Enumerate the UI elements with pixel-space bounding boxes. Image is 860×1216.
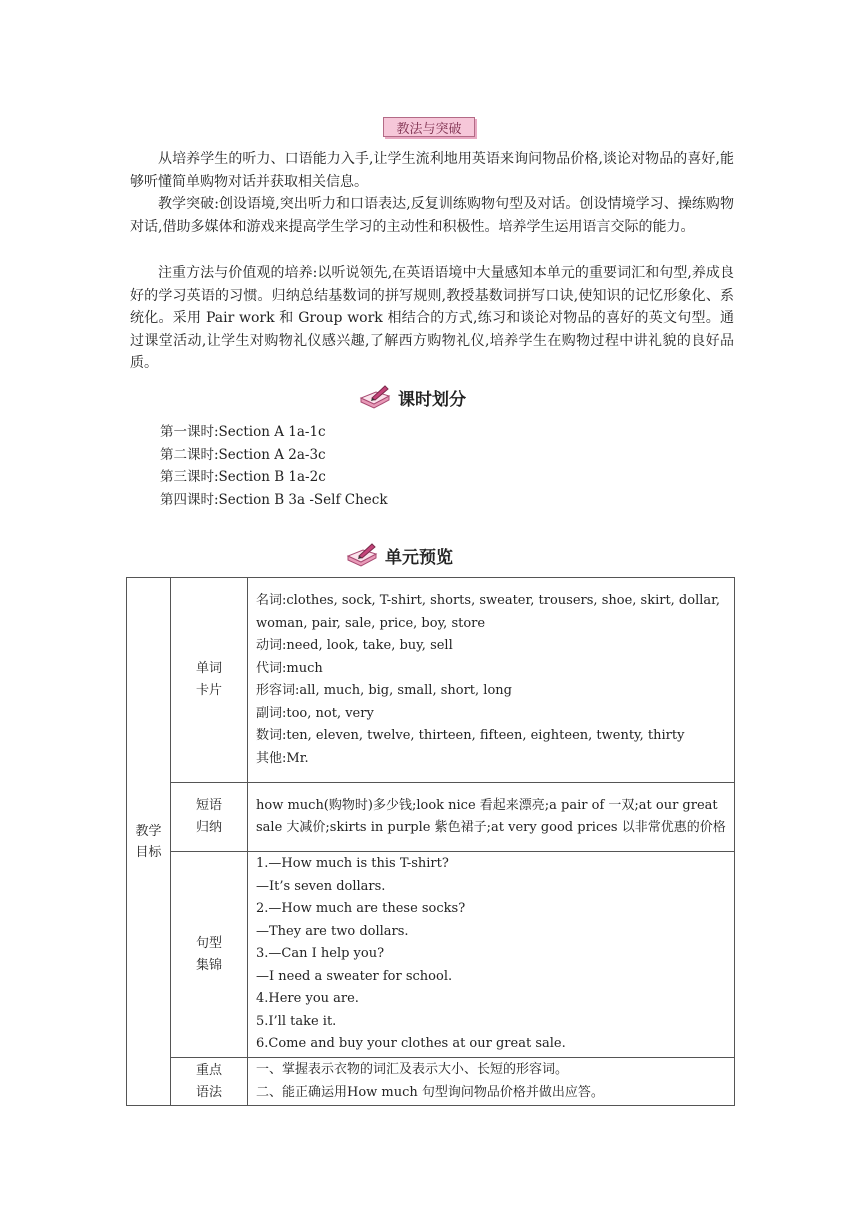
phrases-label-line1: 短语 [195,798,222,813]
teaching-goals-label-line1: 教学 [135,823,162,839]
paragraph-methods: 注重方法与价值观的培养:以听说领先,在英语语境中大量感知本单元的重要词汇和句型,养成良好的学习英语的习惯。归纳总结基数词的拼写规则,教授基数词拼写口诀,使知识的记忆形象化、系统化。采用 Pair work 和 Group work 相结合的方式,练习和谈论对物品的喜好的英文句型。通过课堂活动,让学生对购物礼仪感兴趣,了解西方购物礼仪,培养学生在购物过程中讲礼貌的良好品质。 [130,265,734,372]
vocab-line: 副词:too, not, very [256,705,374,721]
unit-preview-table [126,577,735,1106]
vocab-label [171,578,248,783]
lesson-2: 第二课时:Section A 2a-3c [160,447,326,463]
teaching-goals-label-line2: 目标 [135,844,162,860]
sentence-line: 4.Here you are. [256,991,359,1007]
sentences-label [171,852,248,1058]
vocab-line: 数词:ten, eleven, twelve, thirteen, fifteen, eighteen, twenty, thirty [256,728,685,743]
phrases-label [171,783,248,852]
vocab-line: 代词:much [256,660,323,676]
grammar-label [171,1058,248,1106]
table-row [127,1058,735,1106]
vocab-line: 其他:Mr. [256,750,309,766]
lesson-3: 第三课时:Section B 1a-2c [160,469,326,485]
table-row [127,578,735,783]
lesson-4: 第四课时:Section B 3a -Self Check [160,492,388,508]
vocab-content [248,578,735,783]
sentence-line: —They are two dollars. [256,923,409,939]
grammar-content [248,1058,735,1106]
sentence-line: 2.—How much are these socks? [256,901,466,917]
lessons-heading [358,384,466,410]
preview-heading [345,542,453,568]
vocab-line: 形容词:all, much, big, small, short, long [256,683,512,698]
vocab-line: 动词:need, look, take, buy, sell [256,638,453,653]
sentence-line: 6.Come and buy your clothes at our great sale. [256,1036,566,1052]
lesson-1: 第一课时:Section A 1a-1c [160,424,326,440]
sentences-label-line1: 句型 [195,935,222,951]
sentence-line: —I need a sweater for school. [256,968,453,984]
lessons-heading-text: 课时划分 [398,389,466,410]
grammar-line: 一、掌握表示衣物的词汇及表示大小、长短的形容词。 [256,1062,569,1077]
grammar-label-line2: 语法 [195,1084,222,1100]
paragraph-intro: 从培养学生的听力、口语能力入手,让学生流利地用英语来询问物品价格,谈论对物品的喜好,能够听懂简单购物对话并获取相关信息。 [130,151,734,190]
sentence-line: 1.—How much is this T-shirt? [256,856,449,872]
sentences-content [248,852,735,1058]
grammar-label-line1: 重点 [195,1062,222,1078]
sentence-line: 3.—Can I help you? [256,946,385,962]
sentences-label-line2: 集锦 [195,957,222,973]
table-row [127,783,735,852]
preview-heading-text: 单元预览 [385,547,453,568]
vocab-label-line1: 单词 [195,661,222,676]
teaching-goals-label [127,578,171,1106]
table-row [127,852,735,1058]
book-pen-icon [358,384,392,410]
vocab-label-line2: 卡片 [195,683,222,698]
vocab-line: 名词:clothes, sock, T-shirt, shorts, sweater, trousers, shoe, skirt, dollar, woman, pair, sale, price, boy, store [256,593,725,631]
sentence-line: —It’s seven dollars. [256,878,386,894]
book-pen-icon [345,542,379,568]
section-badge: 教法与突破 [383,117,475,137]
phrases-label-line2: 归纳 [195,820,222,835]
phrases-content [248,783,735,852]
paragraph-breakthrough: 教学突破:创设语境,突出听力和口语表达,反复训练购物句型及对话。创设情境学习、操练购物对话,借助多媒体和游戏来提高学生学习的主动性和积极性。培养学生运用语言交际的能力。 [130,196,734,235]
sentence-line: 5.I’ll take it. [256,1013,337,1029]
phrases-line: how much(购物时)多少钱;look nice 看起来漂亮;a pair of 一双;at our great sale 大减价;skirts in purple 紫色裙子;at very good prices 以非常优惠的价格 [256,797,726,835]
grammar-line: 二、能正确运用How much 句型询问物品价格并做出应答。 [256,1084,604,1100]
